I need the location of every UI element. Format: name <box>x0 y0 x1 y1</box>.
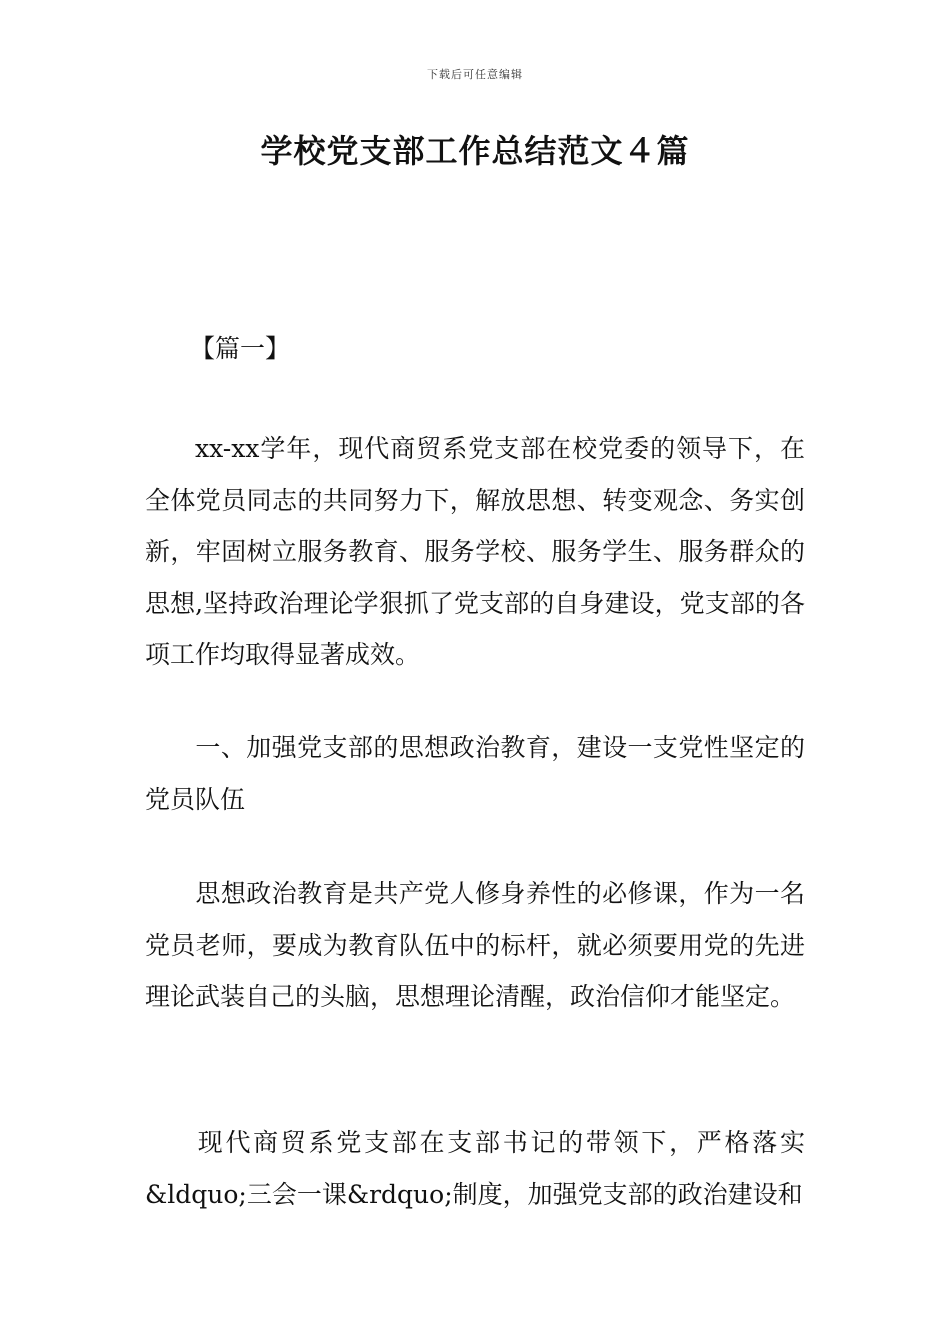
paragraph-text: xx-xx学年，现代商贸系党支部在校党委的领导下，在全体党员同志的共同努力下，解放思想、转变观念、务实创新，牢固树立服务教育、服务学校、服务学生、服务群众的思想,坚持政治理论学狠抓了党支部的自身建设，党支部的各项工作均取得显著成效。 <box>145 434 805 669</box>
paragraph-text: 一、加强党支部的思想政治教育，建设一支党性坚定的党员队伍 <box>145 733 805 814</box>
paragraph-heading-1 <box>145 722 805 825</box>
section-label: 【篇一】 <box>190 334 291 363</box>
paragraph-intro <box>145 423 805 681</box>
header-note: 下载后可任意编辑 <box>427 68 523 81</box>
document-title: 学校党支部工作总结范文４篇 <box>260 132 690 170</box>
paragraph-text: 思想政治教育是共产党人修身养性的必修课，作为一名党员老师，要成为教育队伍中的标杆，就必须要用党的先进理论武装自己的头脑，思想理论清醒，政治信仰才能坚定。 <box>145 879 805 1011</box>
paragraph-body-1 <box>145 868 805 1023</box>
paragraph-body-2 <box>145 1117 805 1220</box>
paragraph-text: 现代商贸系党支部在支部书记的带领下，严格落实&ldquo;三会一课&rdquo;制度，加强党支部的政治建设和 <box>145 1128 805 1209</box>
